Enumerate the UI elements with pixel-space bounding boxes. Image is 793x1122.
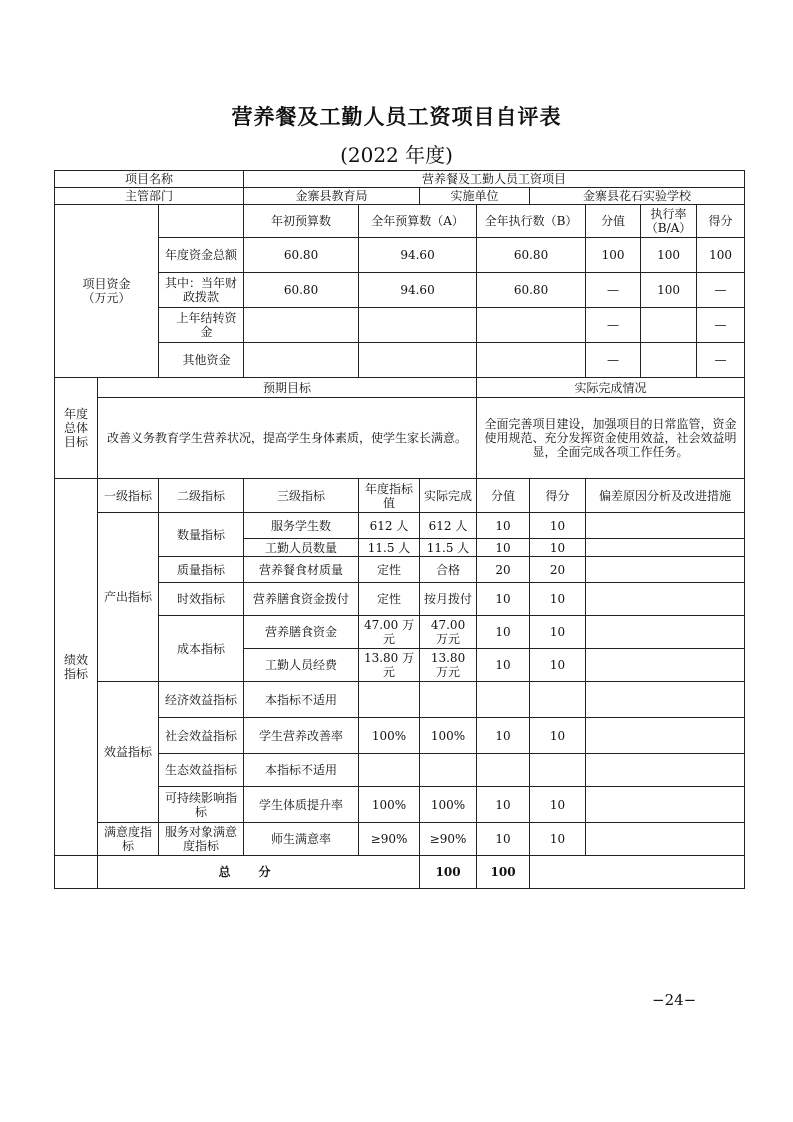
actual-completion-label: 实际完成情况: [477, 378, 745, 398]
funds-header: 年初预算数: [244, 205, 359, 238]
goals-section-label: 年度 总体 目标: [55, 378, 98, 479]
funds-cell: 94.60: [359, 273, 477, 308]
funds-cell: [477, 308, 586, 343]
dept-value: 金寨县教育局: [244, 188, 420, 205]
service-indicator-label: 服务对象满意度指标: [159, 823, 244, 856]
expected-goal-text: 改善义务教育学生营养状况，提高学生身体素质，使学生家长满意。: [98, 398, 477, 479]
indicator-row: [55, 787, 745, 823]
indicator-row: [55, 823, 745, 856]
output-indicator-label: 产出指标: [98, 513, 159, 682]
unit-label: 实施单位: [420, 188, 530, 205]
funds-header: 分值: [586, 205, 641, 238]
indicator-target: 定性: [359, 583, 420, 616]
indicator-target: 11.5 人: [359, 539, 420, 557]
goals-content-row: [55, 398, 745, 479]
funds-cell: [244, 308, 359, 343]
total-label: 总分: [98, 856, 420, 889]
indicator-actual: ≥90%: [420, 823, 477, 856]
indicator-score: 10: [530, 583, 586, 616]
indicator-header: 分值: [477, 479, 530, 513]
funds-header: 全年执行数（B）: [477, 205, 586, 238]
total-remark: [530, 856, 745, 889]
indicator-name: 本指标不适用: [244, 754, 359, 787]
indicator-value: 10: [477, 649, 530, 682]
expected-goal-label: 预期目标: [98, 378, 477, 398]
funds-row: [55, 308, 745, 343]
project-name-row: [55, 171, 745, 188]
indicator-actual: 100%: [420, 718, 477, 754]
funds-row-label: 年度资金总额: [159, 238, 244, 273]
total-value: 100: [420, 856, 477, 889]
social-indicator-label: 社会效益指标: [159, 718, 244, 754]
indicator-actual: 612 人: [420, 513, 477, 539]
indicator-remark: [586, 557, 745, 583]
indicator-actual: 13.80 万元: [420, 649, 477, 682]
satisfaction-indicator-label: 满意度指标: [98, 823, 159, 856]
indicator-remark: [586, 616, 745, 649]
indicator-name: 营养膳食资金拨付: [244, 583, 359, 616]
funds-header: 得分: [697, 205, 745, 238]
indicator-remark: [586, 649, 745, 682]
quantity-indicator-label: 数量指标: [159, 513, 244, 557]
indicator-target: 612 人: [359, 513, 420, 539]
indicator-target: 100%: [359, 718, 420, 754]
indicator-header: 得分: [530, 479, 586, 513]
indicator-row: [55, 583, 745, 616]
project-name-value: 营养餐及工勤人员工资项目: [244, 171, 745, 188]
funds-cell: —: [697, 343, 745, 378]
indicator-remark: [586, 718, 745, 754]
indicator-name: 营养膳食资金: [244, 616, 359, 649]
indicator-row: [55, 682, 745, 718]
indicator-row: [55, 718, 745, 754]
page-number: −24−: [652, 991, 697, 1009]
department-row: [55, 188, 745, 205]
funds-row-label: 其中：当年财政拨款: [159, 273, 244, 308]
page-title: 营养餐及工勤人员工资项目自评表: [231, 104, 562, 129]
indicator-actual: 100%: [420, 787, 477, 823]
indicator-target: ≥90%: [359, 823, 420, 856]
funds-cell: 100: [586, 238, 641, 273]
funds-header-row: [55, 205, 745, 238]
indicator-header: 偏差原因分析及改进措施: [586, 479, 745, 513]
indicator-value: 10: [477, 583, 530, 616]
funds-cell: [641, 308, 697, 343]
funds-cell: [359, 343, 477, 378]
indicator-score: 10: [530, 616, 586, 649]
indicator-remark: [586, 539, 745, 557]
self-evaluation-table: [54, 170, 745, 889]
indicator-remark: [586, 823, 745, 856]
funds-cell: —: [586, 273, 641, 308]
funds-header: 全年预算数（A）: [359, 205, 477, 238]
funds-row-label: 上年结转资金: [159, 308, 244, 343]
indicator-remark: [586, 682, 745, 718]
total-score: 100: [477, 856, 530, 889]
funds-row-label: 其他资金: [159, 343, 244, 378]
indicator-name: 服务学生数: [244, 513, 359, 539]
funds-row: [55, 343, 745, 378]
funds-cell: [477, 343, 586, 378]
indicator-target: 13.80 万元: [359, 649, 420, 682]
indicator-header: 一级指标: [98, 479, 159, 513]
indicator-header: 年度指标值: [359, 479, 420, 513]
funds-cell: —: [697, 308, 745, 343]
indicator-score: 10: [530, 539, 586, 557]
indicator-remark: [586, 754, 745, 787]
indicator-value: 10: [477, 823, 530, 856]
funds-cell: —: [697, 273, 745, 308]
indicator-score: 10: [530, 787, 586, 823]
indicator-name: 工勤人员经费: [244, 649, 359, 682]
indicator-remark: [586, 513, 745, 539]
quality-indicator-label: 质量指标: [159, 557, 244, 583]
indicator-row: [55, 557, 745, 583]
indicator-value: 10: [477, 616, 530, 649]
economic-indicator-label: 经济效益指标: [159, 682, 244, 718]
goals-header-row: [55, 378, 745, 398]
eco-indicator-label: 生态效益指标: [159, 754, 244, 787]
indicator-score: 10: [530, 823, 586, 856]
page-subtitle: (2022 年度): [340, 143, 453, 167]
funds-cell: [359, 308, 477, 343]
indicator-target: 47.00 万元: [359, 616, 420, 649]
indicator-header: 实际完成: [420, 479, 477, 513]
dept-label: 主管部门: [55, 188, 244, 205]
indicator-value: 10: [477, 513, 530, 539]
funds-row: [55, 238, 745, 273]
indicator-remark: [586, 787, 745, 823]
indicator-value: 10: [477, 787, 530, 823]
time-indicator-label: 时效指标: [159, 583, 244, 616]
indicator-name: 学生体质提升率: [244, 787, 359, 823]
indicator-row: [55, 513, 745, 539]
indicator-name: 学生营养改善率: [244, 718, 359, 754]
indicators-header-row: [55, 479, 745, 513]
indicator-remark: [586, 583, 745, 616]
funds-section-label: 项目资金 （万元）: [55, 205, 159, 378]
sustain-indicator-label: 可持续影响指标: [159, 787, 244, 823]
indicator-name: 营养餐食材质量: [244, 557, 359, 583]
indicator-score: 10: [530, 718, 586, 754]
indicator-header: 三级指标: [244, 479, 359, 513]
funds-cell: [641, 343, 697, 378]
indicator-target: 100%: [359, 787, 420, 823]
indicator-actual: 47.00 万元: [420, 616, 477, 649]
funds-cell: [244, 343, 359, 378]
indicator-value: 20: [477, 557, 530, 583]
funds-row: [55, 273, 745, 308]
funds-cell: 100: [697, 238, 745, 273]
funds-cell: 60.80: [244, 238, 359, 273]
funds-cell: 60.80: [477, 238, 586, 273]
cost-indicator-label: 成本指标: [159, 616, 244, 682]
indicator-name: 本指标不适用: [244, 682, 359, 718]
indicator-row: [55, 754, 745, 787]
funds-cell: 60.80: [477, 273, 586, 308]
indicator-actual: 11.5 人: [420, 539, 477, 557]
indicator-name: 师生满意率: [244, 823, 359, 856]
indicator-score: 10: [530, 513, 586, 539]
total-row: [55, 856, 745, 889]
indicator-value: 10: [477, 718, 530, 754]
funds-header: 执行率（B/A）: [641, 205, 697, 238]
indicators-section-label: 绩效 指标: [55, 479, 98, 856]
funds-cell: —: [586, 343, 641, 378]
benefit-indicator-label: 效益指标: [98, 682, 159, 823]
indicator-name: 工勤人员数量: [244, 539, 359, 557]
indicator-actual: 按月拨付: [420, 583, 477, 616]
funds-cell: 100: [641, 238, 697, 273]
indicator-row: [55, 616, 745, 649]
indicator-value: 10: [477, 539, 530, 557]
indicator-actual: 合格: [420, 557, 477, 583]
project-name-label: 项目名称: [55, 171, 244, 188]
funds-cell: 94.60: [359, 238, 477, 273]
indicator-score: 20: [530, 557, 586, 583]
indicator-header: 二级指标: [159, 479, 244, 513]
indicator-target: 定性: [359, 557, 420, 583]
indicator-score: 10: [530, 649, 586, 682]
unit-value: 金寨县花石实验学校: [530, 188, 745, 205]
funds-cell: 100: [641, 273, 697, 308]
funds-cell: —: [586, 308, 641, 343]
funds-cell: 60.80: [244, 273, 359, 308]
actual-completion-text: 全面完善项目建设，加强项目的日常监管，资金使用规范、充分发挥资金使用效益，社会效益明显，全面完成各项工作任务。: [477, 398, 745, 479]
